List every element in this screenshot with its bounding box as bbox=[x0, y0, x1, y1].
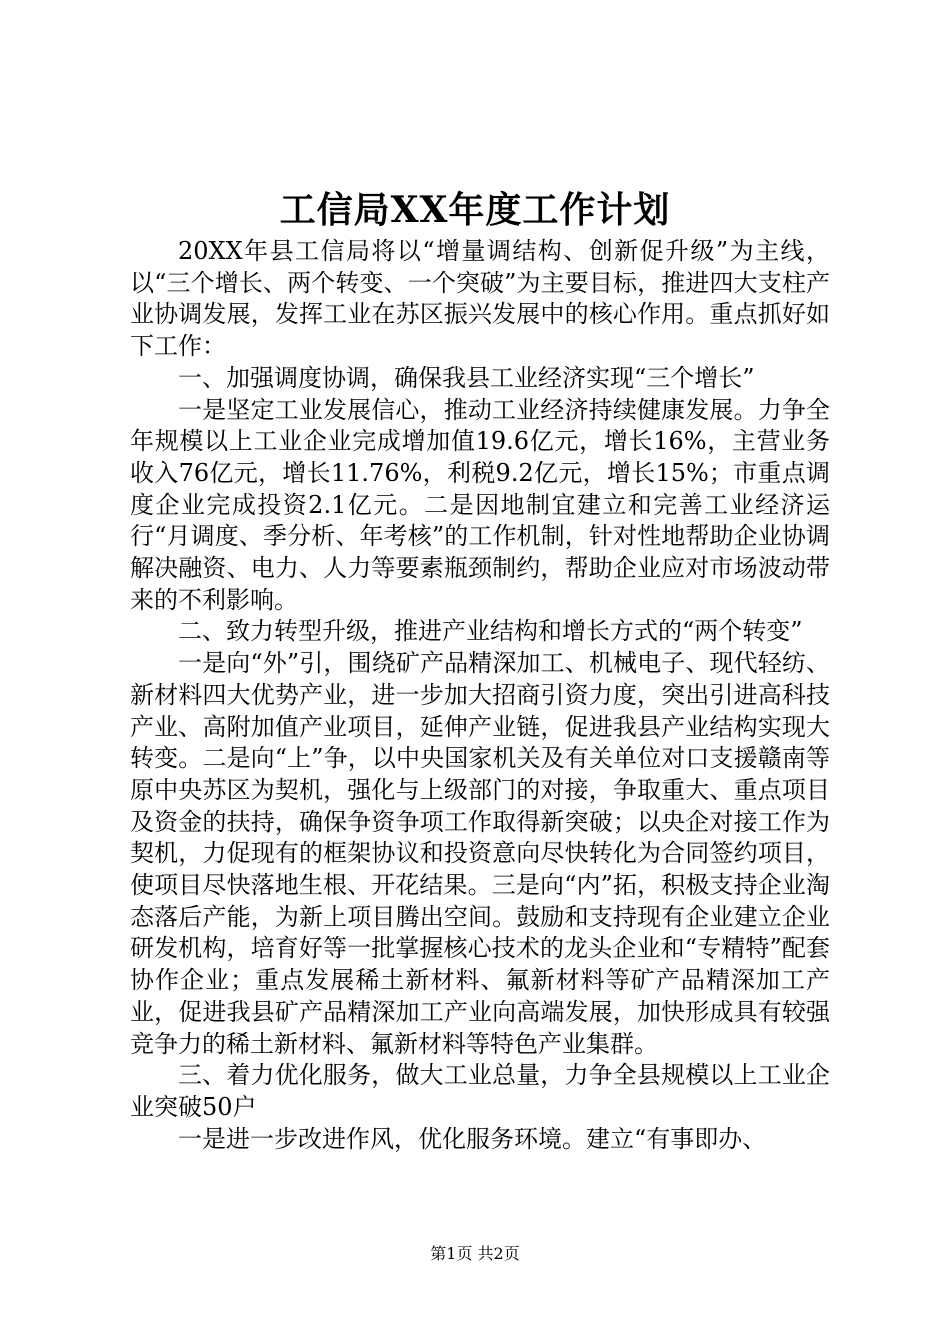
paragraph-section-1: 一是坚定工业发展信心，推动工业经济持续健康发展。力争全年规模以上工业企业完成增加值19.6亿元，增长16%，主营业务收入76亿元，增长11.76%，利税9.2亿元，增长15%；市重点调度企业完成投资2.1亿元。二是因地制宜建立和完善工业经济运行“月调度、季分析、年考核”的工作机制，针对性地帮助企业协调解决融资、电力、人力等要素瓶颈制约，帮助企业应对市场波动带来的不利影响。 bbox=[130, 395, 830, 614]
paragraph-section-2: 一是向“外”引，围绕矿产品精深加工、机械电子、现代轻纺、新材料四大优势产业，进一步加大招商引资力度，突出引进高科技产业、高附加值产业项目，延伸产业链，促进我县产业结构实现大转变。二是向“上”争，以中央国家机关及有关单位对口支援赣南等原中央苏区为契机，强化与上级部门的对接，争取重大、重点项目及资金的扶持，确保争资争项工作取得新突破；以央企对接工作为契机，力促现有的框架协议和投资意向尽快转化为合同签约项目，使项目尽快落地生根、开花结果。三是向“内”拓，积极支持企业淘态落后产能，为新上项目腾出空间。鼓励和支持现有企业建立企业研发机构，培育好等一批掌握核心技术的龙头企业和“专精特”配套协作企业；重点发展稀土新材料、氟新材料等矿产品精深加工产业，促进我县矿产品精深加工产业向高端发展，加快形成具有较强竞争力的稀土新材料、氟新材料等特色产业集群。 bbox=[130, 649, 830, 1058]
paragraph-section-3: 一是进一步改进作风，优化服务环境。建立“有事即办、 bbox=[178, 1124, 767, 1153]
document-title: 工信局XX年度工作计划 bbox=[279, 189, 671, 231]
page-number-footer: 第1页 共2页 bbox=[430, 1244, 520, 1263]
section-heading-3: 三、着力优化服务，做大工业总量，力争全县规模以上工业企业突破50户 bbox=[130, 1061, 830, 1121]
section-heading-1: 一、加强调度协调，确保我县工业经济实现“三个增长” bbox=[178, 363, 755, 392]
section-heading-2: 二、致力转型升级，推进产业结构和增长方式的“两个转变” bbox=[178, 617, 803, 646]
paragraph-intro: 20XX年县工信局将以“增量调结构、创新促升级”为主线，以“三个增长、两个转变、一个突破”为主要目标，推进四大支柱产业协调发展，发挥工业在苏区振兴发展中的核心作用。重点抓好如下工作： bbox=[130, 237, 830, 361]
document-body bbox=[130, 236, 830, 1155]
